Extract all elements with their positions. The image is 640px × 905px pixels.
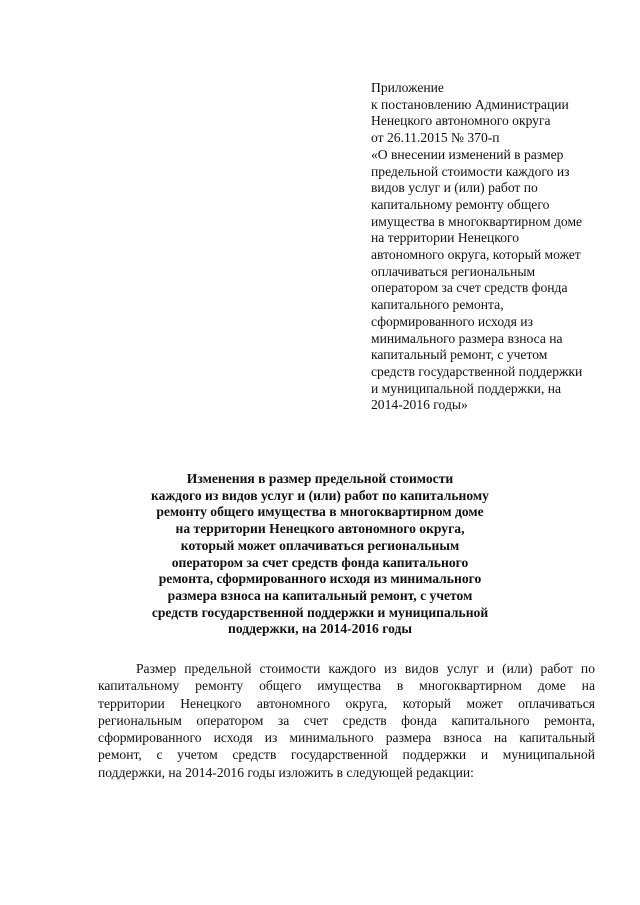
appendix-line: автономного округа, который может	[371, 247, 581, 263]
appendix-header	[371, 80, 611, 414]
appendix-line: оператором за счет средств фонда	[371, 280, 568, 296]
title-line: на территории Ненецкого автономного округа,	[175, 521, 465, 537]
body-line: поддержки, на 2014-2016 годы изложить в следующей редакции:	[98, 764, 474, 780]
appendix-line: капитальный ремонт, с учетом	[371, 347, 548, 363]
appendix-line: имущества в многоквартирном доме	[371, 213, 583, 229]
body-line: капитальному ремонту общего имущества в многоквартирном доме на	[98, 678, 595, 694]
appendix-line: Приложение	[371, 80, 444, 95]
body-line: ремонт, с учетом средств государственной поддержки и муниципальной	[98, 747, 595, 763]
appendix-line: минимального размера взноса на	[371, 330, 563, 346]
appendix-line: капитального ремонта,	[371, 297, 504, 313]
title-line: ремонту общего имущества в многоквартирном доме	[156, 504, 484, 520]
appendix-line: оплачиваться региональным	[371, 263, 536, 279]
appendix-line: и муниципальной поддержки, на	[371, 380, 562, 396]
title-line: поддержки, на 2014-2016 годы	[228, 621, 412, 637]
appendix-line: на территории Ненецкого	[371, 230, 520, 246]
body-line: Размер предельной стоимости каждого из видов услуг и (или) работ по	[136, 661, 595, 676]
title-line: оператором за счет средств фонда капитального	[171, 554, 469, 570]
appendix-line: видов услуг и (или) работ по	[371, 180, 538, 196]
appendix-line: «О внесении изменений в размер	[371, 146, 564, 162]
document-title	[100, 471, 540, 638]
body-paragraph	[98, 660, 595, 781]
title-line: средств государственной поддержки и муниципальной	[151, 604, 489, 620]
appendix-line: средств государственной поддержки	[371, 363, 583, 379]
title-line: который может оплачиваться региональным	[180, 537, 460, 553]
appendix-line: предельной стоимости каждого из	[371, 163, 570, 179]
title-line: каждого из видов услуг и (или) работ по капитальному	[151, 487, 489, 503]
appendix-line: Ненецкого автономного округа	[371, 113, 551, 129]
appendix-line: от 26.11.2015 № 370-п	[371, 130, 500, 146]
appendix-line: капитальному ремонту общего	[371, 196, 550, 212]
title-line: ремонта, сформированного исходя из минимального	[158, 571, 482, 587]
body-line: территории Ненецкого автономного округа, который может оплачиваться	[98, 695, 595, 711]
appendix-line: сформированного исходя из	[371, 313, 533, 329]
title-line: Изменения в размер предельной стоимости	[186, 471, 454, 486]
appendix-line: 2014-2016 годы»	[371, 397, 468, 413]
body-line: сформированного исходя из минимального размера взноса на капитальный	[98, 730, 595, 746]
body-line: региональным оператором за счет средств фонда капитального ремонта,	[98, 712, 595, 728]
appendix-line: к постановлению Администрации	[371, 96, 569, 112]
title-line: размера взноса на капитальный ремонт, с учетом	[167, 587, 473, 603]
